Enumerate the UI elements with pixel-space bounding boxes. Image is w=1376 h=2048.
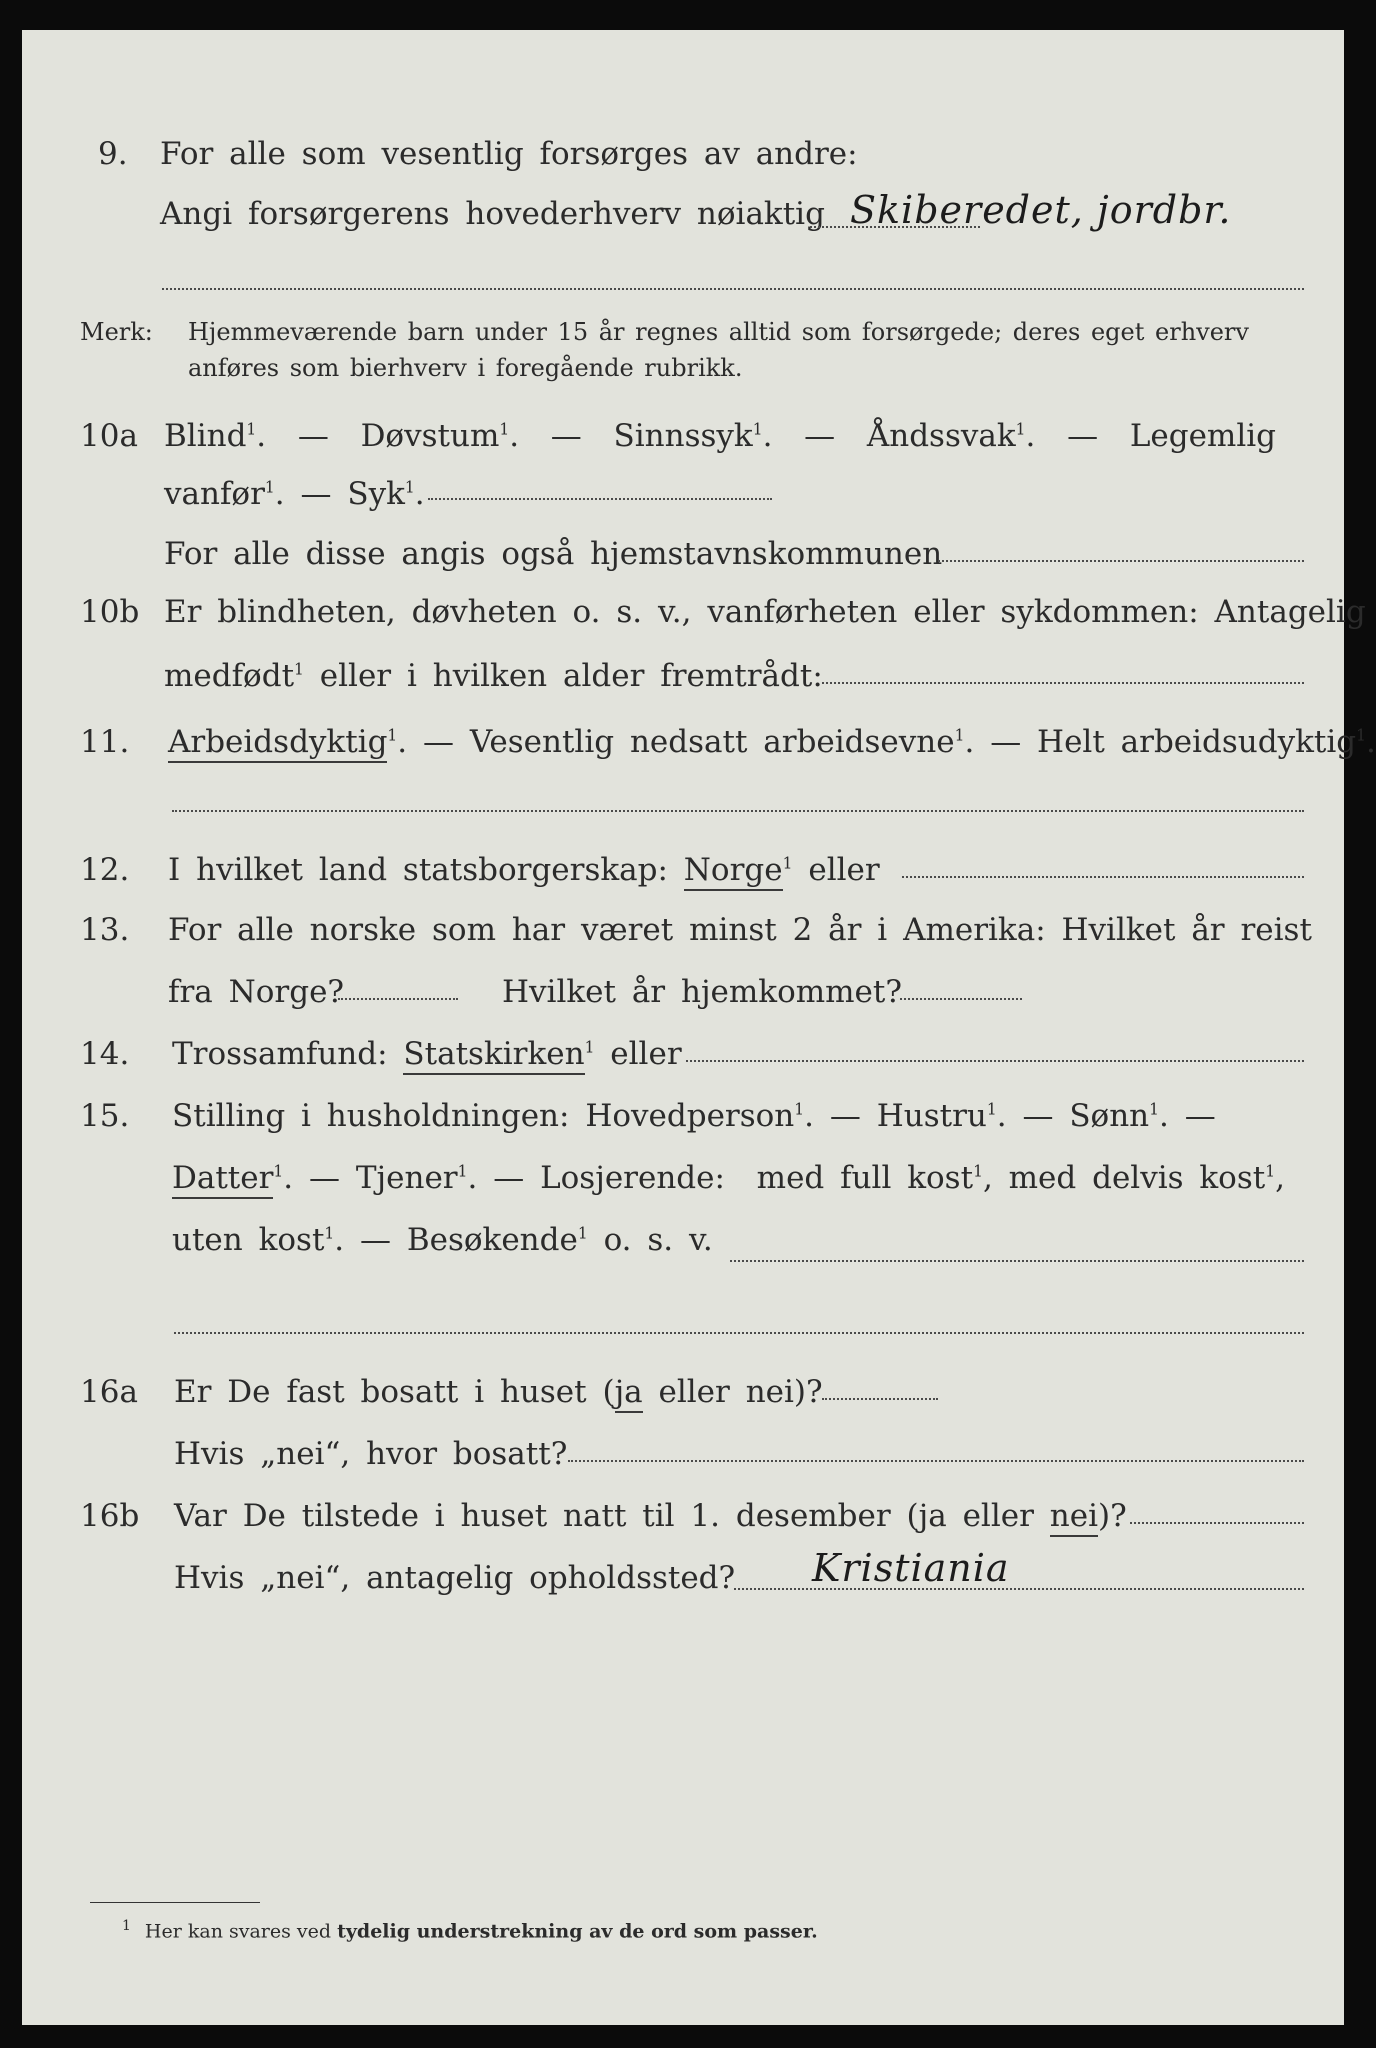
q16a-number: 16a — [80, 1374, 138, 1410]
merk-label: Merk: — [80, 318, 153, 346]
q9-number: 9. — [98, 136, 128, 172]
q9-label: Angi forsørgerens hovederhverv nøiaktig — [160, 196, 825, 232]
q14-dotline — [686, 1060, 1304, 1062]
q13-hjemkommet: Hvilket år hjemkommet? — [502, 974, 902, 1010]
q16b-dotline1 — [1130, 1522, 1304, 1524]
census-form-sheet — [22, 30, 1376, 2025]
q11-dotline — [172, 810, 1304, 812]
footnote-rule — [90, 1902, 260, 1903]
q16b-number: 16b — [80, 1498, 140, 1534]
q10b-dotline — [822, 682, 1304, 684]
q9-text: For alle som vesentlig forsørges av andre: — [160, 136, 858, 172]
q9-handwritten-answer: Skiberedet, jordbr. — [850, 188, 1232, 232]
q15-dotline — [730, 1260, 1304, 1262]
q15-text1: Stilling i husholdningen: Hovedperson$^1$. — Hustru$^1$. — Sønn$^1$. — — [172, 1098, 1216, 1134]
q16b-text1: Var De tilstede i huset natt til 1. desember (ja eller nei)? — [174, 1496, 1127, 1536]
q14-text: Trossamfund: Statskirken$^1$ eller — [172, 1034, 682, 1074]
q11-number: 11. — [80, 724, 130, 760]
q16b-handwritten-answer: Kristiania — [812, 1546, 1010, 1590]
q11-options: Arbeidsdyktig$^1$. — Vesentlig nedsatt arbeidsevne$^1$. — Helt arbeidsudyktig$^1$. — [168, 722, 1376, 762]
q10b-text1: Er blindheten, døvheten o. s. v., vanførheten eller sykdommen: Antagelig — [164, 594, 1366, 630]
q16b-underlined-answer: nei — [1050, 1498, 1098, 1537]
q13-fra-norge: fra Norge? — [168, 974, 345, 1010]
q12-number: 12. — [80, 852, 130, 888]
q13-hjemkommet-dotline — [900, 998, 1022, 1000]
q12-dotline — [902, 876, 1304, 878]
merk-text1: Hjemmeværende barn under 15 år regnes alltid som forsørgede; deres eget erhverv — [188, 318, 1249, 346]
q10b-number: 10b — [80, 594, 140, 630]
q10b-text2: medfødt$^1$ eller i hvilken alder fremtrådt: — [164, 658, 823, 694]
q15-text2: Datter$^1$. — Tjener$^1$. — Losjerende: med full kost$^1$, med delvis kost$^1$, — [172, 1158, 1285, 1198]
q15-extra-dotline — [174, 1332, 1304, 1334]
q16a-text1: Er De fast bosatt i huset (ja eller nei)? — [174, 1372, 823, 1412]
q15-text3: uten kost$^1$. — Besøkende$^1$ o. s. v. — [172, 1222, 713, 1258]
q10a-syk-dotline — [428, 498, 772, 500]
q16a-dotline2 — [568, 1460, 1304, 1462]
footnote: $^1$ Her kan svares ved tydelig understrekning av de ord som passer. — [122, 1918, 818, 1943]
q14-number: 14. — [80, 1036, 130, 1072]
q14-underlined-answer: Statskirken — [403, 1036, 584, 1075]
q13-number: 13. — [80, 912, 130, 948]
q10a-options2: vanfør$^1$. — Syk$^1$. — [164, 476, 425, 512]
q13-reist-dotline — [338, 998, 458, 1000]
q10a-options: Blind$^1$. — Døvstum$^1$. — Sinnssyk$^1$. — Åndssvak$^1$. — Legemlig — [164, 418, 1277, 454]
q15-number: 15. — [80, 1098, 130, 1134]
q16a-underlined-answer: ja — [615, 1374, 643, 1413]
q9-extra-dotline — [162, 288, 1304, 290]
q12-text: I hvilket land statsborgerskap: Norge$^1$ eller — [168, 850, 880, 890]
footnote-mark: 1 — [122, 1918, 131, 1934]
q12-underlined-answer: Norge — [684, 852, 783, 891]
q16a-dotline1 — [822, 1398, 938, 1400]
q10a-hjemstavn-label: For alle disse angis også hjemstavnskommunen — [164, 536, 943, 572]
q13-text1: For alle norske som har været minst 2 år i Amerika: Hvilket år reist — [168, 912, 1312, 948]
q10a-number: 10a — [80, 418, 138, 454]
q16b-text2: Hvis „nei“, antagelig opholdssted? — [174, 1560, 736, 1596]
q15-underlined-answer: Datter — [172, 1160, 273, 1199]
q10a-hjemstavn-dotline — [938, 560, 1304, 562]
q11-underlined-answer: Arbeidsdyktig — [168, 724, 387, 763]
merk-text2: anføres som bierhverv i foregående rubrikk. — [188, 354, 743, 382]
q16a-text2: Hvis „nei“, hvor bosatt? — [174, 1436, 568, 1472]
